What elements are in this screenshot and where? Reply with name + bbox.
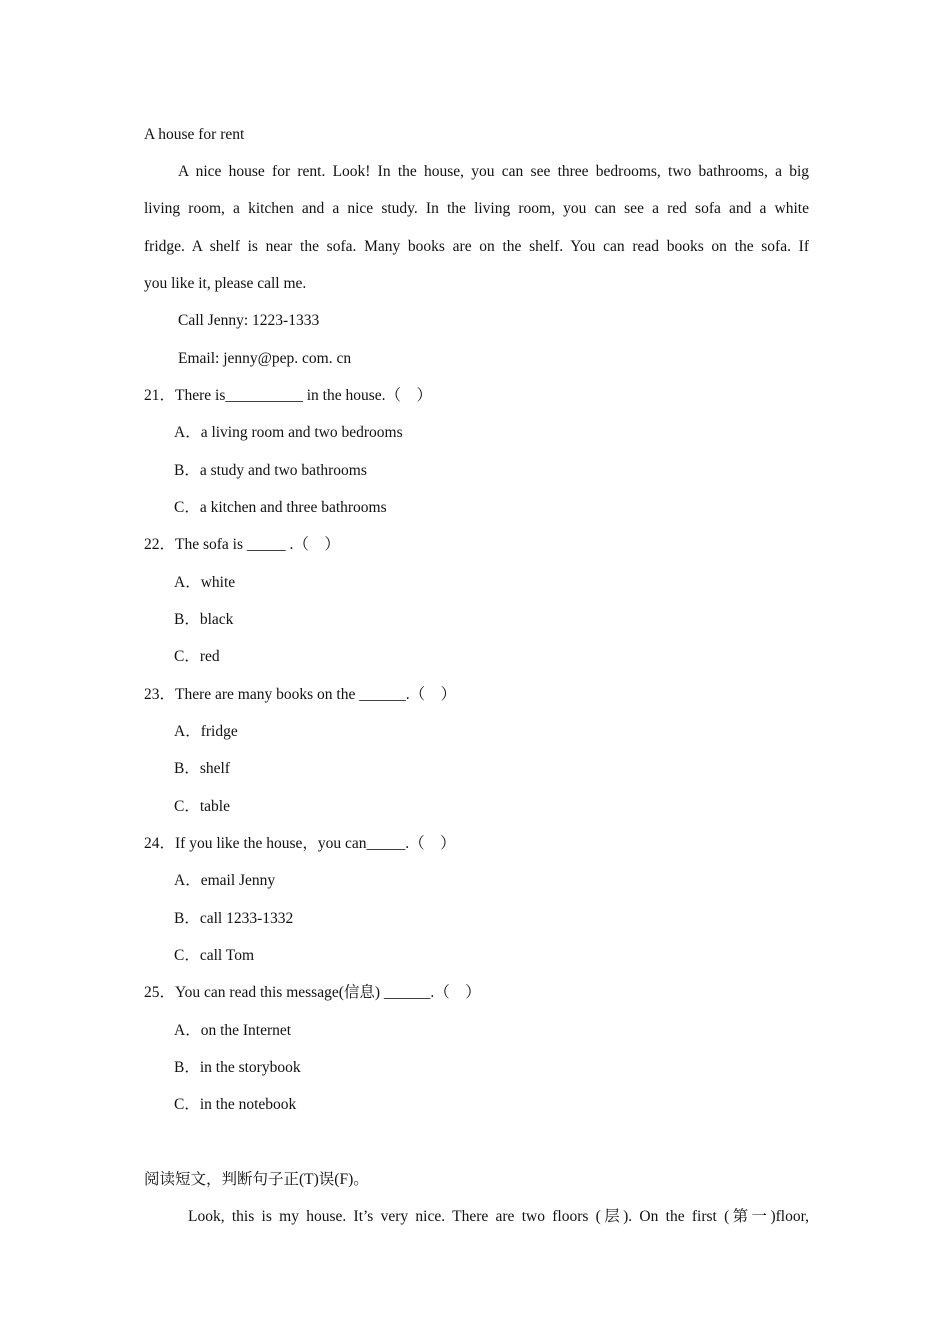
answer-option: A．fridge — [174, 723, 238, 740]
answer-option: B．a study and two bathrooms — [174, 462, 367, 479]
answer-option: C．call Tom — [174, 947, 254, 964]
answer-option: C．red — [174, 648, 220, 665]
question-stem: 23．There are many books on the ______.（ ） — [144, 686, 457, 703]
answer-option: B．black — [174, 611, 234, 628]
answer-option: A．a living room and two bedrooms — [174, 424, 403, 441]
contact-email: Email: jenny@pep. com. cn — [178, 350, 352, 367]
answer-option: C．table — [174, 798, 230, 815]
answer-option: C．a kitchen and three bathrooms — [174, 499, 387, 516]
answer-option: B．shelf — [174, 760, 230, 777]
question-stem: 21．There is__________ in the house.（ ） — [144, 387, 433, 404]
answer-option: A．white — [174, 574, 236, 591]
passage-title: A house for rent — [144, 126, 245, 143]
answer-option: C．in the notebook — [174, 1096, 297, 1113]
question-stem: 22．The sofa is _____ .（ ） — [144, 536, 340, 553]
passage-line: living room, a kitchen and a nice study. In the living room, you can see a red sofa and a white — [144, 200, 809, 217]
answer-option: B．in the storybook — [174, 1059, 301, 1076]
answer-option: A．on the Internet — [174, 1022, 292, 1039]
answer-option: A．email Jenny — [174, 872, 276, 889]
contact-phone: Call Jenny: 1223-1333 — [178, 312, 320, 329]
passage-line: fridge. A shelf is near the sofa. Many books are on the shelf. You can read books on the sofa. If — [144, 238, 809, 255]
question-stem: 24．If you like the house，you can_____.（ ） — [144, 835, 456, 852]
passage-line: you like it, please call me. — [144, 275, 307, 292]
answer-option: B．call 1233-1332 — [174, 910, 294, 927]
passage-line: Look, this is my house. It’s very nice. There are two floors (层). On the first (第一)floor, — [188, 1208, 809, 1225]
question-stem: 25．You can read this message(信息) ______.（ ） — [144, 984, 481, 1001]
passage-line: A nice house for rent. Look! In the house, you can see three bedrooms, two bathrooms, a big — [178, 163, 809, 180]
section-instruction: 阅读短文，判断句子正(T)误(F)。 — [144, 1171, 369, 1188]
